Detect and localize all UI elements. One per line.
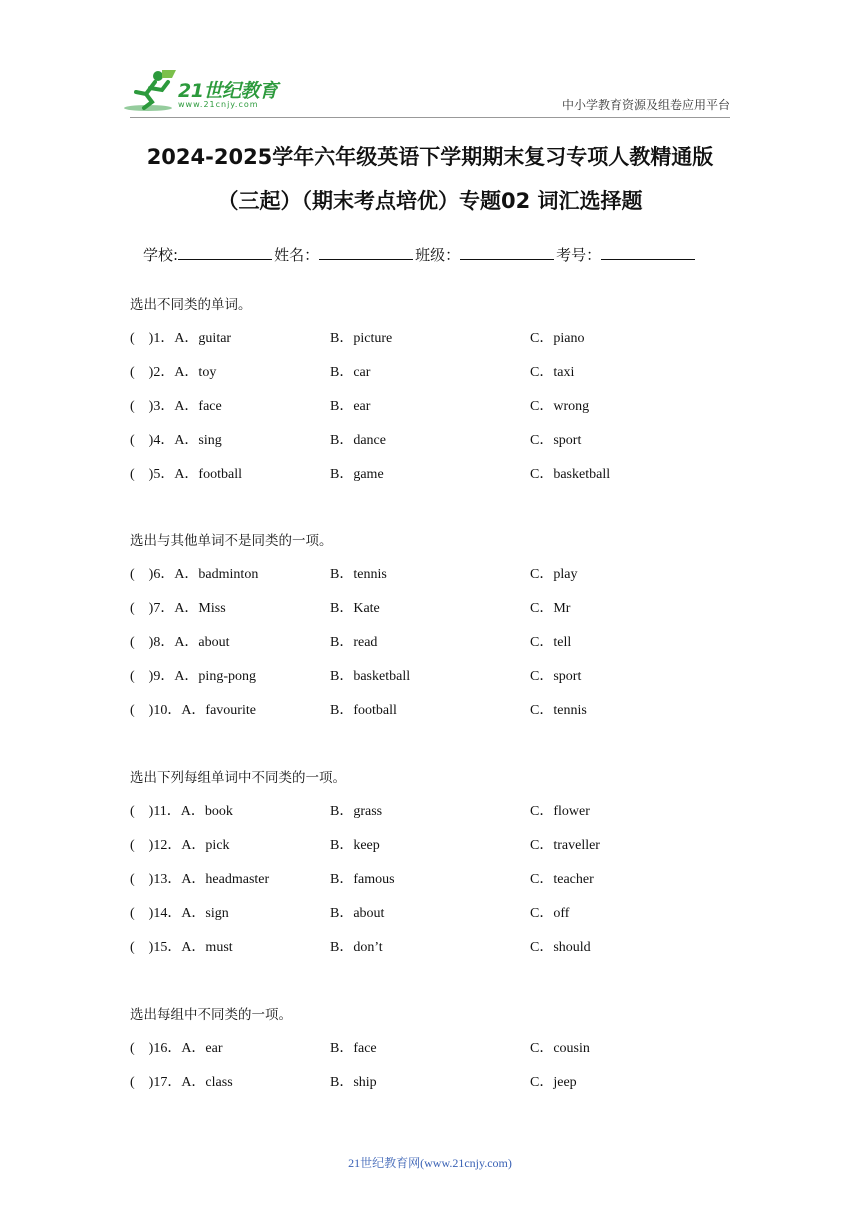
question-row bbox=[130, 362, 750, 396]
option-c: C．jeep bbox=[530, 1075, 577, 1090]
question-stem-option-a: ( )7．A．Miss bbox=[130, 601, 226, 616]
class-blank[interactable] bbox=[460, 245, 554, 260]
question-row bbox=[130, 801, 750, 835]
question-stem-option-a: ( )4．A．sing bbox=[130, 433, 222, 448]
option-b: B．keep bbox=[330, 838, 380, 853]
question-row bbox=[130, 564, 750, 598]
option-c: C．off bbox=[530, 906, 570, 921]
question-section bbox=[130, 767, 750, 971]
logo bbox=[122, 68, 292, 116]
option-c: C．tennis bbox=[530, 703, 587, 718]
option-c: C．sport bbox=[530, 433, 582, 448]
option-c: C．basketball bbox=[530, 467, 611, 482]
question-row bbox=[130, 464, 750, 498]
question-stem-option-a: ( )16．A．ear bbox=[130, 1041, 223, 1056]
question-stem-option-a: ( )9．A．ping-pong bbox=[130, 669, 256, 684]
question-stem-option-a: ( )13．A．headmaster bbox=[130, 872, 270, 887]
question-stem-option-a: ( )5．A．football bbox=[130, 467, 242, 482]
question-stem-option-a: ( )11．A．book bbox=[130, 804, 233, 819]
question-section bbox=[130, 1004, 750, 1106]
question-stem-option-a: ( )3．A．face bbox=[130, 399, 222, 414]
option-c: C．teacher bbox=[530, 872, 594, 887]
header-divider bbox=[130, 117, 730, 118]
question-row bbox=[130, 869, 750, 903]
runner-icon bbox=[122, 68, 178, 116]
option-b: B．football bbox=[330, 703, 397, 718]
option-c: C．should bbox=[530, 940, 591, 955]
number-blank[interactable] bbox=[601, 245, 695, 260]
option-c: C．play bbox=[530, 567, 578, 582]
option-c: C．cousin bbox=[530, 1041, 590, 1056]
option-c: C．traveller bbox=[530, 838, 600, 853]
option-b: B．car bbox=[330, 365, 371, 380]
option-c: C．taxi bbox=[530, 365, 575, 380]
question-row bbox=[130, 835, 750, 869]
section-instruction: 选出每组中不同类的一项。 bbox=[130, 1007, 292, 1023]
question-row bbox=[130, 328, 750, 362]
option-b: B．dance bbox=[330, 433, 386, 448]
option-b: B．don’t bbox=[330, 940, 383, 955]
name-label: 姓名： bbox=[274, 246, 320, 264]
question-section bbox=[130, 530, 750, 734]
option-c: C．tell bbox=[530, 635, 572, 650]
question-stem-option-a: ( )17．A．class bbox=[130, 1075, 233, 1090]
logo-url: www.21cnjy.com bbox=[178, 100, 259, 109]
page-footer: 21世纪教育网(www.21cnjy.com) bbox=[348, 1156, 512, 1170]
page-title-line2: （三起）（期末考点培优）专题02 词汇选择题 bbox=[217, 189, 643, 213]
section-instruction: 选出与其他单词不是同类的一项。 bbox=[130, 533, 333, 549]
option-c: C．Mr bbox=[530, 601, 571, 616]
option-b: B．tennis bbox=[330, 567, 387, 582]
question-row bbox=[130, 1038, 750, 1072]
option-b: B．about bbox=[330, 906, 385, 921]
question-stem-option-a: ( )10．A．favourite bbox=[130, 703, 256, 718]
question-stem-option-a: ( )2．A．toy bbox=[130, 365, 217, 380]
option-c: C．flower bbox=[530, 804, 590, 819]
option-b: B．game bbox=[330, 467, 384, 482]
question-stem-option-a: ( )12．A．pick bbox=[130, 838, 230, 853]
question-row bbox=[130, 396, 750, 430]
option-b: B．read bbox=[330, 635, 378, 650]
school-label: 学校: bbox=[143, 246, 179, 264]
class-label: 班级： bbox=[415, 246, 461, 264]
option-b: B．ship bbox=[330, 1075, 377, 1090]
question-stem-option-a: ( )15．A．must bbox=[130, 940, 233, 955]
student-info-row bbox=[143, 244, 697, 265]
option-c: C．sport bbox=[530, 669, 582, 684]
question-row bbox=[130, 430, 750, 464]
question-row bbox=[130, 1072, 750, 1106]
page-title-line1: 2024-2025学年六年级英语下学期期末复习专项人教精通版 bbox=[146, 145, 714, 169]
option-b: B．grass bbox=[330, 804, 383, 819]
option-c: C．piano bbox=[530, 331, 585, 346]
option-b: B．famous bbox=[330, 872, 395, 887]
question-row bbox=[130, 666, 750, 700]
question-row bbox=[130, 632, 750, 666]
question-row bbox=[130, 937, 750, 971]
option-c: C．wrong bbox=[530, 399, 590, 414]
option-b: B．Kate bbox=[330, 601, 380, 616]
name-blank[interactable] bbox=[319, 245, 413, 260]
section-instruction: 选出下列每组单词中不同类的一项。 bbox=[130, 770, 346, 786]
option-b: B．picture bbox=[330, 331, 393, 346]
option-b: B．face bbox=[330, 1041, 377, 1056]
question-stem-option-a: ( )8．A．about bbox=[130, 635, 230, 650]
question-section bbox=[130, 294, 750, 498]
question-stem-option-a: ( )6．A．badminton bbox=[130, 567, 259, 582]
question-row bbox=[130, 598, 750, 632]
school-blank[interactable] bbox=[178, 245, 272, 260]
option-b: B．ear bbox=[330, 399, 371, 414]
question-row bbox=[130, 700, 750, 734]
number-label: 考号： bbox=[556, 246, 602, 264]
section-instruction: 选出不同类的单词。 bbox=[130, 297, 252, 313]
question-row bbox=[130, 903, 750, 937]
question-stem-option-a: ( )1．A．guitar bbox=[130, 331, 232, 346]
page-header bbox=[0, 0, 860, 120]
option-b: B．basketball bbox=[330, 669, 411, 684]
platform-label: 中小学教育资源及组卷应用平台 bbox=[561, 98, 730, 112]
logo-text: 21世纪教育 bbox=[178, 80, 278, 102]
question-stem-option-a: ( )14．A．sign bbox=[130, 906, 229, 921]
